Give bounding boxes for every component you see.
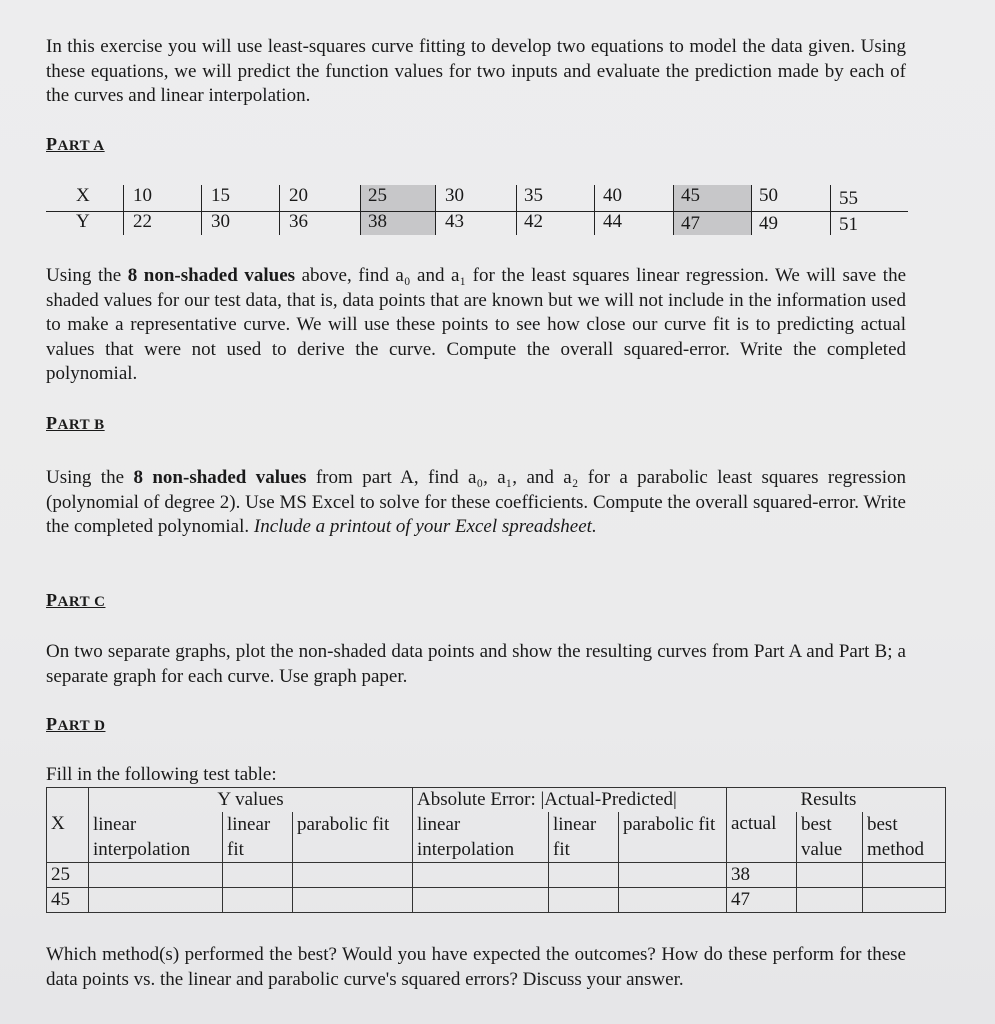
header-error-parabolic-fit: parabolic fit <box>619 812 727 863</box>
y-value: 38 <box>368 211 387 232</box>
cell-input[interactable] <box>223 863 293 888</box>
part-d-heading: PART D <box>46 714 106 734</box>
part-a-heading: PART A <box>46 134 105 154</box>
header-parabolic-fit: parabolic fit <box>293 812 413 863</box>
part-c-heading: PART C <box>46 590 106 610</box>
y-value: 42 <box>524 211 543 232</box>
test-table <box>46 787 946 913</box>
y-value: 36 <box>289 211 308 232</box>
cell-input[interactable] <box>89 863 223 888</box>
cell-input[interactable] <box>797 888 863 913</box>
cell-input[interactable] <box>863 888 946 913</box>
part-c-paragraph: On two separate graphs, plot the non-shaded data points and show the resulting curves from Part A and Part B; a separate graph for each curve. Use graph paper. <box>46 641 906 687</box>
header-error-linear-interpolation: linear interpolation <box>413 812 549 863</box>
header-linear-fit: linear fit <box>223 812 293 863</box>
cell-input[interactable] <box>619 863 727 888</box>
cell-input[interactable] <box>619 888 727 913</box>
cell-input[interactable] <box>293 863 413 888</box>
y-value: 51 <box>839 214 858 235</box>
y-value: 47 <box>681 213 700 234</box>
y-value: 30 <box>211 211 230 232</box>
data-table <box>46 183 906 239</box>
row-actual: 47 <box>727 888 797 913</box>
header-absolute-error: Absolute Error: |Actual-Predicted| <box>413 788 727 813</box>
header-best-value: best value <box>797 812 863 863</box>
x-value: 35 <box>524 185 543 206</box>
cell-input[interactable] <box>549 863 619 888</box>
header-x: X <box>47 812 89 863</box>
x-value: 50 <box>759 185 778 206</box>
y-value: 43 <box>445 211 464 232</box>
row-actual: 38 <box>727 863 797 888</box>
cell-input[interactable] <box>863 863 946 888</box>
y-value: 49 <box>759 213 778 234</box>
header-error-linear-fit: linear fit <box>549 812 619 863</box>
part-d-intro: Fill in the following test table: <box>46 764 277 785</box>
cell-input[interactable] <box>413 888 549 913</box>
cell-input[interactable] <box>413 863 549 888</box>
x-value: 10 <box>133 185 152 206</box>
x-value: 25 <box>368 185 387 206</box>
y-label: Y <box>76 211 90 232</box>
table-row <box>47 888 946 913</box>
part-a-paragraph: Using the 8 non-shaded values above, find a₀ and a₁ for the least squares linear regression. We will save the shaded values for our test data, that is, data points that are known but we will not include in the information used to make a representative curve. We will use these points to see how close our curve fit is to predicting actual values that were not used to derive the curve. Compute the overall squared-error. Write the completed polynomial. <box>46 265 906 384</box>
cell-input[interactable] <box>89 888 223 913</box>
header-actual: actual <box>727 812 797 863</box>
cell-input[interactable] <box>223 888 293 913</box>
row-x: 25 <box>47 863 89 888</box>
x-value: 55 <box>839 188 858 209</box>
row-x: 45 <box>47 888 89 913</box>
table-row <box>47 863 946 888</box>
header-y-values: Y values <box>89 788 413 813</box>
row-divider <box>46 211 908 212</box>
intro-paragraph: In this exercise you will use least-squares curve fitting to develop two equations to model the data given. Using these equations, we will predict the function values for two inputs and evaluate the prediction made by each of the curves and linear interpolation. <box>46 36 906 106</box>
part-b-paragraph: Using the 8 non-shaded values from part A, find a₀, a₁, and a₂ for a parabolic least squares regression (polynomial of degree 2). Use MS Excel to solve for these coefficients. Compute the overall squared-error. Write the completed polynomial. Include a printout of your Excel spreadsheet. <box>46 467 906 537</box>
x-value: 45 <box>681 185 700 206</box>
final-question: Which method(s) performed the best? Would you have expected the outcomes? How do these perform for these data points vs. the linear and parabolic curve's squared errors? Discuss your answer. <box>46 944 906 990</box>
cell-input[interactable] <box>797 863 863 888</box>
y-value: 44 <box>603 211 622 232</box>
y-value: 22 <box>133 211 152 232</box>
x-value: 30 <box>445 185 464 206</box>
cell-input[interactable] <box>549 888 619 913</box>
part-b-heading: PART B <box>46 413 105 433</box>
x-value: 40 <box>603 185 622 206</box>
cell-input[interactable] <box>293 888 413 913</box>
header-linear-interpolation: linear interpolation <box>89 812 223 863</box>
x-value: 20 <box>289 185 308 206</box>
x-label: X <box>76 185 90 206</box>
header-best-method: best method <box>863 812 946 863</box>
x-value: 15 <box>211 185 230 206</box>
header-results: Results <box>797 788 946 813</box>
